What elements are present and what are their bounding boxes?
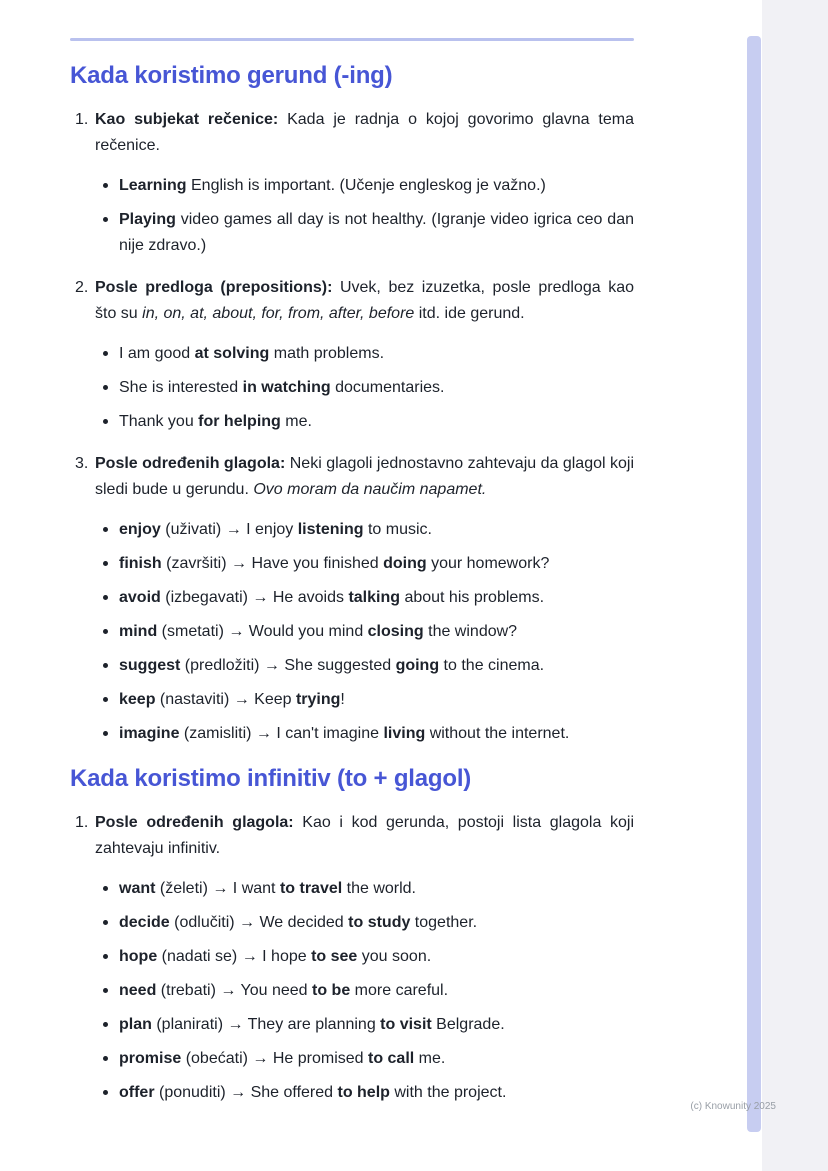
bullet-dot-icon (103, 561, 108, 566)
numbered-item (70, 451, 634, 747)
text-segment: going (395, 657, 440, 675)
bullet-item (95, 375, 634, 401)
text-segment: to study (348, 914, 411, 932)
text-segment: keep (119, 691, 156, 709)
section (70, 60, 634, 747)
text-segment: in, on, at, about, for, from, after, before (142, 305, 415, 323)
text-segment: in watching (242, 379, 331, 397)
bullet-text (119, 619, 634, 645)
text-segment: (ponuditi) → She offered (154, 1084, 338, 1102)
bullet-item (95, 653, 634, 679)
text-segment: I am good (119, 345, 195, 363)
text-segment: Learning (119, 177, 187, 195)
bullet-item (95, 910, 634, 936)
bullet-text (119, 978, 634, 1004)
text-segment: talking (348, 589, 400, 607)
bullet-item (95, 551, 634, 577)
copyright-text: (c) Knowunity 2025 (690, 1101, 776, 1112)
numbered-item (70, 107, 634, 259)
text-segment: more careful. (350, 982, 449, 1000)
section-heading: Kada koristimo gerund (-ing) (70, 62, 393, 89)
text-segment: (želeti) → I want (155, 880, 280, 898)
item-lead-text (95, 275, 634, 327)
text-segment: Neki glagoli jednostavno zahtevaju da glagol koji sledi bude u gerundu. (95, 455, 635, 499)
text-segment: (trebati) → You need (156, 982, 312, 1000)
text-segment: about his problems. (400, 589, 545, 607)
text-segment: doing (383, 555, 427, 573)
text-segment: Posle određenih glagola: (95, 455, 286, 473)
bullet-text (119, 653, 634, 679)
text-segment: Kada je radnja o kojoj govorimo glavna tema rečenice. (95, 111, 635, 155)
text-segment: finish (119, 555, 162, 573)
numbered-item (70, 275, 634, 435)
bullet-dot-icon (103, 595, 108, 600)
item-lead-text (95, 451, 634, 503)
bullet-item (95, 687, 634, 713)
text-segment: me. (414, 1050, 446, 1068)
text-segment: to the cinema. (439, 657, 545, 675)
text-segment: (uživati) → I enjoy (160, 521, 298, 539)
bullet-text (119, 517, 634, 543)
text-segment: (završiti) → Have you finished (161, 555, 384, 573)
bullet-item (95, 173, 634, 199)
bullet-list (95, 341, 634, 435)
text-segment: trying (295, 691, 341, 709)
text-segment: closing (367, 623, 424, 641)
bullet-dot-icon (103, 920, 108, 925)
text-segment: to music. (363, 521, 432, 539)
text-segment: me. (280, 413, 312, 431)
text-segment: Playing (119, 211, 176, 229)
item-number: 1. (75, 814, 89, 832)
bullet-text (119, 341, 634, 367)
text-segment: your homework? (426, 555, 550, 573)
bullet-text (119, 910, 634, 936)
text-segment: math problems. (269, 345, 385, 363)
bullet-text (119, 721, 634, 747)
item-lead-text (95, 107, 634, 159)
text-segment: mind (119, 623, 158, 641)
bullet-text (119, 207, 634, 259)
bullet-dot-icon (103, 697, 108, 702)
text-segment: the world. (342, 880, 416, 898)
text-segment: with the project. (389, 1084, 507, 1102)
text-segment: to travel (279, 880, 343, 898)
bullet-dot-icon (103, 1090, 108, 1095)
bullet-item (95, 517, 634, 543)
numbered-item (70, 810, 634, 1106)
bullet-list (95, 876, 634, 1106)
text-segment: you soon. (357, 948, 432, 966)
bullet-item (95, 721, 634, 747)
bullet-text (119, 1080, 634, 1106)
bullet-list (95, 517, 634, 747)
text-segment: hope (119, 948, 158, 966)
text-segment: video games all day is not healthy. (Igranje video igrica ceo dan nije zdravo.) (119, 211, 634, 255)
bullet-item (95, 978, 634, 1004)
item-number: 1. (75, 111, 89, 129)
text-segment: offer (119, 1084, 155, 1102)
text-segment: together. (410, 914, 478, 932)
text-segment: She is interested (119, 379, 243, 397)
bullet-dot-icon (103, 527, 108, 532)
bullet-text (119, 944, 634, 970)
text-segment: documentaries. (330, 379, 445, 397)
text-segment: (smetati) → Would you mind (157, 623, 368, 641)
text-segment: want (119, 880, 156, 898)
text-segment: to be (312, 982, 351, 1000)
bullet-dot-icon (103, 1056, 108, 1061)
text-segment: need (119, 982, 157, 1000)
bullet-text (119, 1046, 634, 1072)
text-segment: Kao subjekat rečenice: (95, 111, 279, 129)
top-divider (70, 38, 634, 41)
bullet-text (119, 585, 634, 611)
text-segment: suggest (119, 657, 181, 675)
text-segment: imagine (119, 725, 180, 743)
bullet-text (119, 173, 634, 199)
bullet-item (95, 876, 634, 902)
text-segment: enjoy (119, 521, 161, 539)
bullet-dot-icon (103, 1022, 108, 1027)
text-segment: decide (119, 914, 170, 932)
text-segment: ! (340, 691, 345, 709)
bullet-item (95, 619, 634, 645)
bullet-dot-icon (103, 954, 108, 959)
text-segment: Ovo moram da naučim napamet. (253, 481, 487, 499)
bullet-text (119, 551, 634, 577)
bullet-item (95, 944, 634, 970)
bullet-text (119, 375, 634, 401)
item-lead-text (95, 810, 634, 862)
text-segment: (odlučiti) → We decided (169, 914, 349, 932)
text-segment: avoid (119, 589, 161, 607)
text-segment: Uvek, bez izuzetka, posle predloga kao što su (95, 279, 634, 323)
text-segment: (zamisliti) → I can't imagine (179, 725, 384, 743)
text-segment: at solving (194, 345, 270, 363)
text-segment: plan (119, 1016, 152, 1034)
bullet-text (119, 687, 634, 713)
bullet-dot-icon (103, 183, 108, 188)
bullet-text (119, 1012, 634, 1038)
bullet-item (95, 1080, 634, 1106)
bullet-text (119, 876, 634, 902)
text-segment: Posle predloga (prepositions): (95, 279, 333, 297)
bullet-dot-icon (103, 419, 108, 424)
text-segment: Thank you (119, 413, 199, 431)
text-segment: Kao i kod gerunda, postoji lista glagola koji zahtevaju infinitiv. (95, 814, 635, 858)
item-number: 2. (75, 279, 89, 297)
text-segment: itd. ide gerund. (414, 305, 525, 323)
text-segment: for helping (198, 413, 281, 431)
bullet-item (95, 1012, 634, 1038)
text-segment: (planirati) → They are planning (151, 1016, 381, 1034)
scrollbar-thumb[interactable] (747, 36, 761, 1132)
bullet-dot-icon (103, 351, 108, 356)
bullet-dot-icon (103, 385, 108, 390)
text-segment: promise (119, 1050, 182, 1068)
text-segment: to visit (380, 1016, 432, 1034)
page-right-gutter (762, 0, 828, 1171)
bullet-list (95, 173, 634, 259)
bullet-item (95, 585, 634, 611)
item-number: 3. (75, 455, 89, 473)
bullet-dot-icon (103, 988, 108, 993)
text-segment: without the internet. (425, 725, 570, 743)
text-segment: living (383, 725, 426, 743)
bullet-item (95, 409, 634, 435)
bullet-item (95, 1046, 634, 1072)
text-segment: (nadati se) → I hope (157, 948, 312, 966)
text-segment: to help (337, 1084, 390, 1102)
text-segment: to see (311, 948, 358, 966)
text-segment: to call (367, 1050, 415, 1068)
bullet-dot-icon (103, 731, 108, 736)
section-heading: Kada koristimo infinitiv (to + glagol) (70, 765, 472, 793)
bullet-dot-icon (103, 886, 108, 891)
text-segment: (predložiti) → She suggested (180, 657, 396, 675)
text-segment: Belgrade. (431, 1016, 505, 1034)
document-content (70, 60, 634, 1122)
bullet-dot-icon (103, 663, 108, 668)
text-segment: (nastaviti) → Keep (155, 691, 296, 709)
bullet-item (95, 207, 634, 259)
text-segment: (obećati) → He promised (181, 1050, 368, 1068)
text-segment: listening (297, 521, 364, 539)
text-segment: English is important. (Učenje engleskog je važno.) (186, 177, 546, 195)
bullet-item (95, 341, 634, 367)
bullet-dot-icon (103, 629, 108, 634)
text-segment: Posle određenih glagola: (95, 814, 294, 832)
text-segment: (izbegavati) → He avoids (160, 589, 349, 607)
bullet-text (119, 409, 634, 435)
section (70, 763, 634, 1106)
bullet-dot-icon (103, 217, 108, 222)
text-segment: the window? (423, 623, 518, 641)
